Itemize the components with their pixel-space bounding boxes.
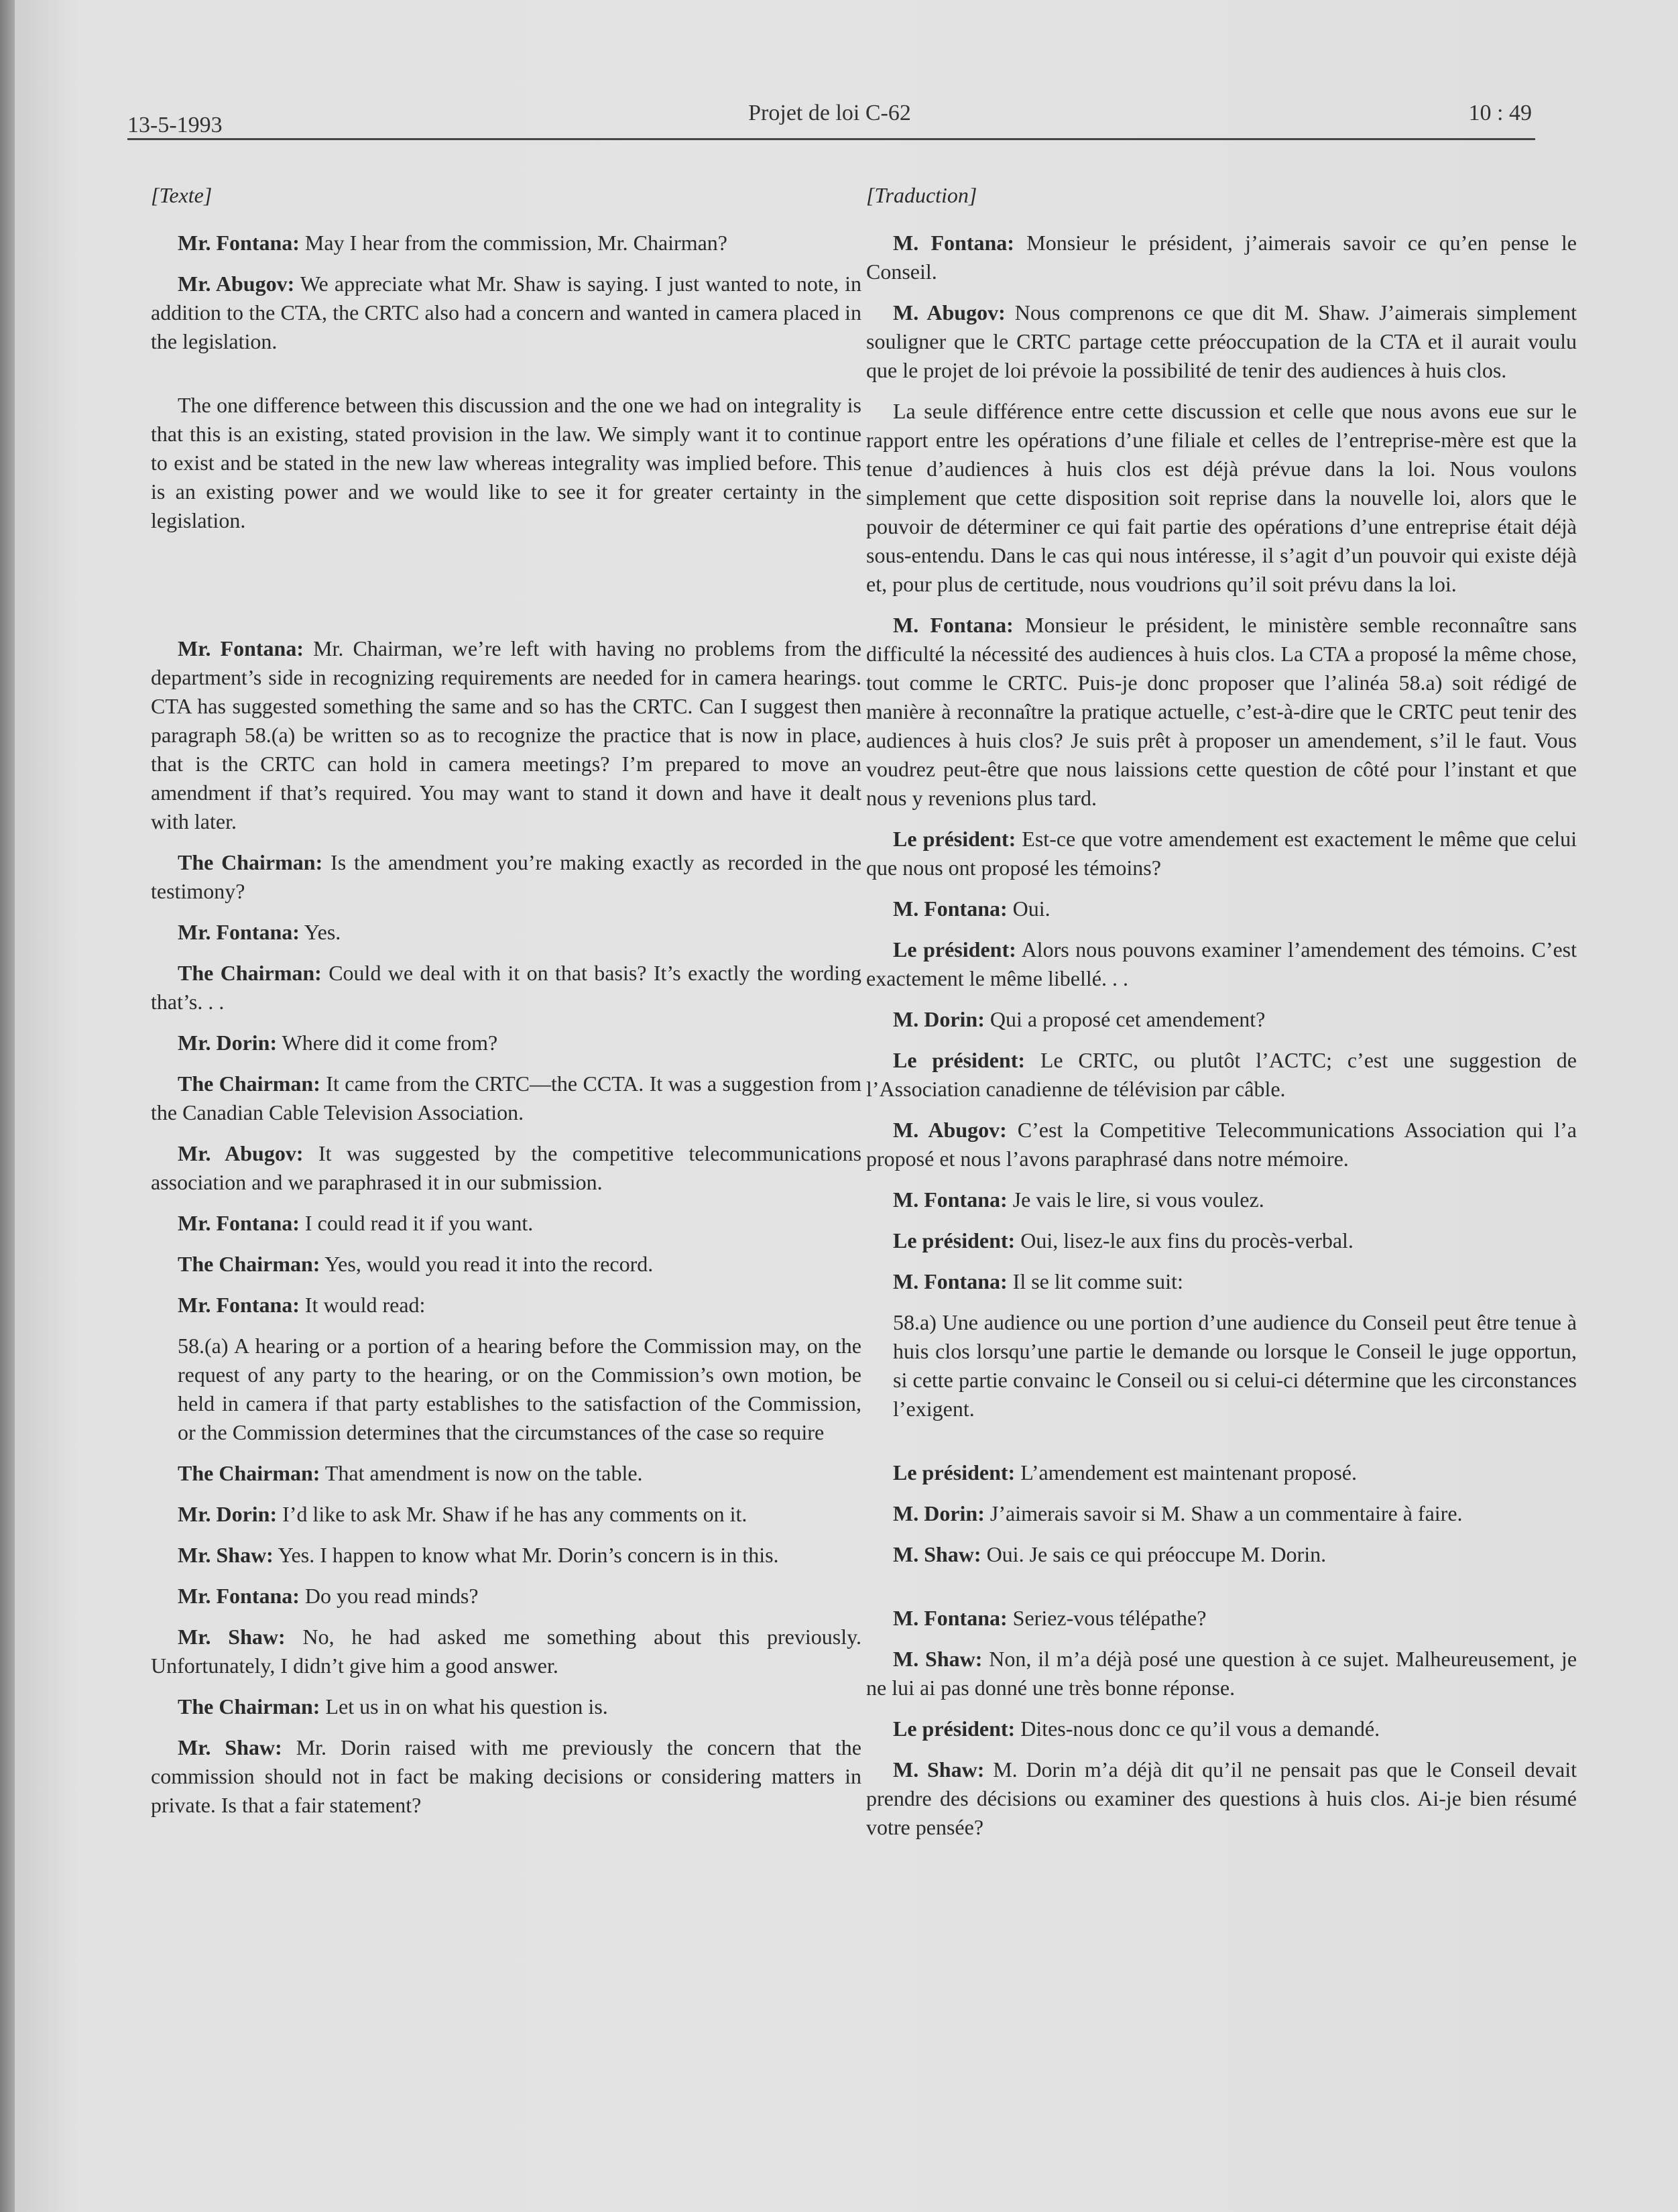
speaker-name: M. Abugov: [893,300,1006,325]
header-rule [127,138,1535,140]
speech-text: May I hear from the commission, Mr. Chairman? [304,231,727,255]
transcript-paragraph [866,1714,1577,1743]
speaker-name: Mr. Shaw: [178,1625,286,1649]
transcript-paragraph [151,1291,861,1320]
english-column [151,181,861,1832]
amendment-quote [178,1332,861,1447]
speech-text: Alors nous pouvons examiner l’amendement des témoins. C’est exactement le même libellé. . . [866,937,1577,990]
transcript-paragraph [866,1458,1577,1487]
speech-text: M. Dorin m’a déjà dit qu’il ne pensait pas que le Conseil devait prendre des décisions ou examiner des questions à huis clos. Ai-je bien résumé votre pensée? [866,1757,1577,1839]
speech-text: It came from the CRTC—the CCTA. It was a suggestion from the Canadian Cable Television Association. [151,1071,861,1124]
speaker-name: Le président: [893,1228,1016,1253]
transcript-paragraph [866,1604,1577,1633]
speech-text: Let us in on what his question is. [325,1694,608,1719]
transcript-paragraph [151,391,861,535]
speaker-name: Mr. Fontana: [178,231,300,255]
transcript-paragraph [866,1755,1577,1842]
speaker-name: The Chairman: [178,1694,320,1719]
column-label-english: [Texte] [151,183,213,207]
speaker-name: Mr. Abugov: [178,272,295,296]
transcript-paragraph [866,894,1577,923]
transcript-paragraph [151,1623,861,1680]
book-spine-shadow [0,0,15,2212]
speech-text: Nous comprenons ce que dit M. Shaw. J’aimerais simplement souligner que le CRTC partage cette préoccupation de la CTA et il aurait voulu que le projet de loi prévoie la possibilité de tenir des audiences à huis clos. [866,300,1577,382]
speech-text: Oui. [1012,896,1051,921]
speech-text: Where did it come from? [282,1031,498,1055]
column-label-french: [Traduction] [866,183,977,207]
speaker-name: Mr. Dorin: [178,1502,278,1526]
transcript-paragraph [866,1116,1577,1173]
speech-text: Mr. Chairman, we’re left with having no problems from the department’s side in recognizing requirements are needed for in camera hearings. CTA has suggested something the same and so has the CRTC. Can I suggest then paragraph 58.(a) be written so as to recognize the practice that is now in place, that is the CRTC can hold in camera meetings? I’m prepared to move an amendment if that’s required. You may want to stand it down and have it dealt with later. [151,636,862,833]
transcript-paragraph [866,1226,1577,1255]
transcript-paragraph [866,1499,1577,1528]
speech-text: Je vais le lire, si vous voulez. [1012,1187,1264,1212]
speaker-name: Mr. Fontana: [178,920,300,944]
speech-text: I could read it if you want. [304,1211,534,1235]
speech-text: Yes, would you read it into the record. [324,1252,654,1276]
transcript-paragraph [866,1185,1577,1214]
speech-text: We appreciate what Mr. Shaw is saying. I just wanted to note, in addition to the CTA, the CRTC also had a concern and wanted in camera placed in the legislation. [151,272,862,353]
speaker-name: The Chairman: [178,1071,320,1096]
speaker-name: The Chairman: [178,961,322,985]
transcript-paragraph [151,1459,861,1488]
speech-text: J’aimerais savoir si M. Shaw a un commentaire à faire. [990,1501,1463,1525]
transcript-paragraph [866,1005,1577,1034]
transcript-paragraph [866,825,1577,882]
speech-text: Oui. Je sais ce qui préoccupe M. Dorin. [986,1542,1327,1566]
speech-text: 58.(a) A hearing or a portion of a hearing before the Commission may, on the request of any party to the hearing, or on the Commission’s own motion, be held in camera if that party establishes to the satisfaction of the Commission, or the Commission determines that the circumstances of the case so require [178,1334,861,1444]
transcript-paragraph [151,1139,861,1197]
transcript-paragraph [151,1500,861,1529]
speech-text: The one difference between this discussion and the one we had on integrality is that this is an existing, stated provision in the law. We simply want it to continue to exist and be stated in the new law whereas integrality was implied before. This is an existing power and we would like to see it for greater certainty in the legislation. [151,393,861,532]
speaker-name: Le président: [893,1716,1016,1741]
speech-text: No, he had asked me something about this previously. Unfortunately, I didn’t give him a good answer. [151,1625,862,1678]
transcript-paragraph [151,1733,861,1820]
speaker-name: M. Fontana: [893,1269,1008,1293]
speaker-name: M. Dorin: [893,1501,985,1525]
speech-text: Yes. I happen to know what Mr. Dorin’s concern is in this. [278,1543,779,1567]
speaker-name: Mr. Shaw: [178,1735,282,1759]
speech-text: Le CRTC, ou plutôt l’ACTC; c’est une suggestion de l’Association canadienne de télévision par câble. [866,1048,1577,1101]
french-column [866,181,1577,1854]
speech-text: Do you read minds? [304,1584,479,1608]
transcript-paragraph [151,1069,861,1127]
header-page-number: 10 : 49 [1468,101,1532,125]
transcript-paragraph [866,1540,1577,1569]
transcript-paragraph [866,397,1577,599]
speech-text: Could we deal with it on that basis? It’s exactly the wording that’s. . . [151,961,862,1014]
transcript-paragraph [866,298,1577,385]
speaker-name: Le président: [893,1460,1016,1485]
transcript-paragraph [866,1046,1577,1104]
speaker-name: Le président: [893,827,1016,851]
speech-text: It was suggested by the competitive telecommunications association and we paraphrased it in our submission. [151,1141,862,1194]
speech-text: Dites-nous donc ce qu’il vous a demandé. [1020,1716,1380,1741]
transcript-paragraph [866,935,1577,993]
speaker-name: Mr. Abugov: [178,1141,304,1165]
transcript-paragraph [151,1582,861,1611]
speech-text: Is the amendment you’re making exactly as recorded in the testimony? [151,850,862,903]
speech-text: I’d like to ask Mr. Shaw if he has any comments on it. [282,1502,747,1526]
page-header [127,101,1532,141]
transcript-paragraph [151,270,861,356]
speaker-name: Mr. Shaw: [178,1543,274,1567]
speech-text: Yes. [304,920,341,944]
speaker-name: Mr. Fontana: [178,1293,300,1317]
speech-text: L’amendement est maintenant proposé. [1020,1460,1357,1485]
transcript-paragraph [151,959,861,1016]
speaker-name: M. Dorin: [893,1007,985,1031]
speech-text: Non, il m’a déjà posé une question à ce sujet. Malheureusement, je ne lui ai pas donné une très bonne réponse. [866,1647,1577,1700]
speech-text: That amendment is now on the table. [324,1461,643,1485]
speaker-name: M. Fontana: [893,613,1014,637]
speaker-name: M. Fontana: [893,1187,1008,1212]
speaker-name: The Chairman: [178,1252,320,1276]
speaker-name: M. Fontana: [893,896,1008,921]
speech-text: Seriez-vous télépathe? [1012,1606,1207,1630]
speech-text: Qui a proposé cet amendement? [990,1007,1266,1031]
transcript-paragraph [151,1250,861,1279]
transcript-paragraph [151,918,861,947]
transcript-paragraph [866,611,1577,813]
speaker-name: M. Shaw: [893,1647,983,1671]
speech-text: La seule différence entre cette discussion et celle que nous avons eue sur le rapport entre les opérations d’une filiale et celles de l’entreprise-mère est que la tenue d’audiences à huis clos est déjà prévue dans la loi. Nous voulons simplement que cette disposition soit reprise dans la nouvelle loi, alors que le pouvoir de déterminer ce qui fait partie des opérations d’une entreprise était déjà sous-entendu. Dans le cas qui nous intéresse, il s’agit d’un pouvoir qui existe déjà et, pour plus de certitude, nous voudrions qu’il soit prévu dans la loi. [866,399,1577,596]
speaker-name: M. Shaw: [893,1542,981,1566]
speech-text: Est-ce que votre amendement est exactement le même que celui que nous ont proposé les témoins? [866,827,1577,880]
transcript-paragraph [151,229,861,257]
speaker-name: Le président: [893,1048,1026,1072]
speech-text: C’est la Competitive Telecommunications Association qui l’a proposé et nous l’avons paraphrasé dans notre mémoire. [866,1118,1577,1171]
transcript-paragraph [866,229,1577,286]
transcript-paragraph [151,1541,861,1570]
transcript-paragraph [151,634,861,836]
amendment-quote [893,1308,1577,1423]
speech-text: 58.a) Une audience ou une portion d’une audience du Conseil peut être tenue à huis clos lorsqu’une partie le demande ou lorsque le Conseil le juge opportun, si cette partie convainc le Conseil ou si celui-ci détermine que les circonstances l’exigent. [893,1310,1577,1421]
speaker-name: Le président: [893,937,1016,962]
header-title: Projet de loi C-62 [748,101,911,125]
header-date: 13-5-1993 [127,113,223,137]
speech-text: Monsieur le président, le ministère semble reconnaître sans difficulté la nécessité des audiences à huis clos. La CTA a proposé la même chose, tout comme le CRTC. Puis-je donc proposer que l’alinéa 58.a) soit rédigé de manière à reconnaître la pratique actuelle, c’est-à-dire que le CRTC peut tenir des audiences à huis clos? Je suis prêt à proposer un amendement, s’il le faut. Vous voudrez peut-être que nous laissions cette question de côté pour l’instant et que nous y revenions plus tard. [866,613,1577,810]
speech-text: Monsieur le président, j’aimerais savoir ce qu’en pense le Conseil. [866,231,1577,284]
speaker-name: M. Fontana: [893,1606,1008,1630]
speaker-name: The Chairman: [178,850,323,874]
speech-text: Il se lit comme suit: [1012,1269,1183,1293]
transcript-paragraph [151,1029,861,1057]
transcript-paragraph [151,1209,861,1238]
speech-text: Mr. Dorin raised with me previously the concern that the commission should not in fact be making decisions or considering matters in private. Is that a fair statement? [151,1735,862,1817]
transcript-paragraph [866,1267,1577,1296]
speech-text: Oui, lisez-le aux fins du procès-verbal. [1020,1228,1354,1253]
transcript-paragraph [151,848,861,906]
speaker-name: M. Shaw: [893,1757,985,1782]
speech-text: It would read: [304,1293,426,1317]
speaker-name: Mr. Fontana: [178,1211,300,1235]
speaker-name: M. Abugov: [893,1118,1007,1142]
speaker-name: M. Fontana: [893,231,1014,255]
transcript-paragraph [866,1645,1577,1702]
transcript-paragraph [151,1692,861,1721]
speaker-name: The Chairman: [178,1461,320,1485]
speaker-name: Mr. Dorin: [178,1031,278,1055]
speaker-name: Mr. Fontana: [178,1584,300,1608]
speaker-name: Mr. Fontana: [178,636,304,660]
